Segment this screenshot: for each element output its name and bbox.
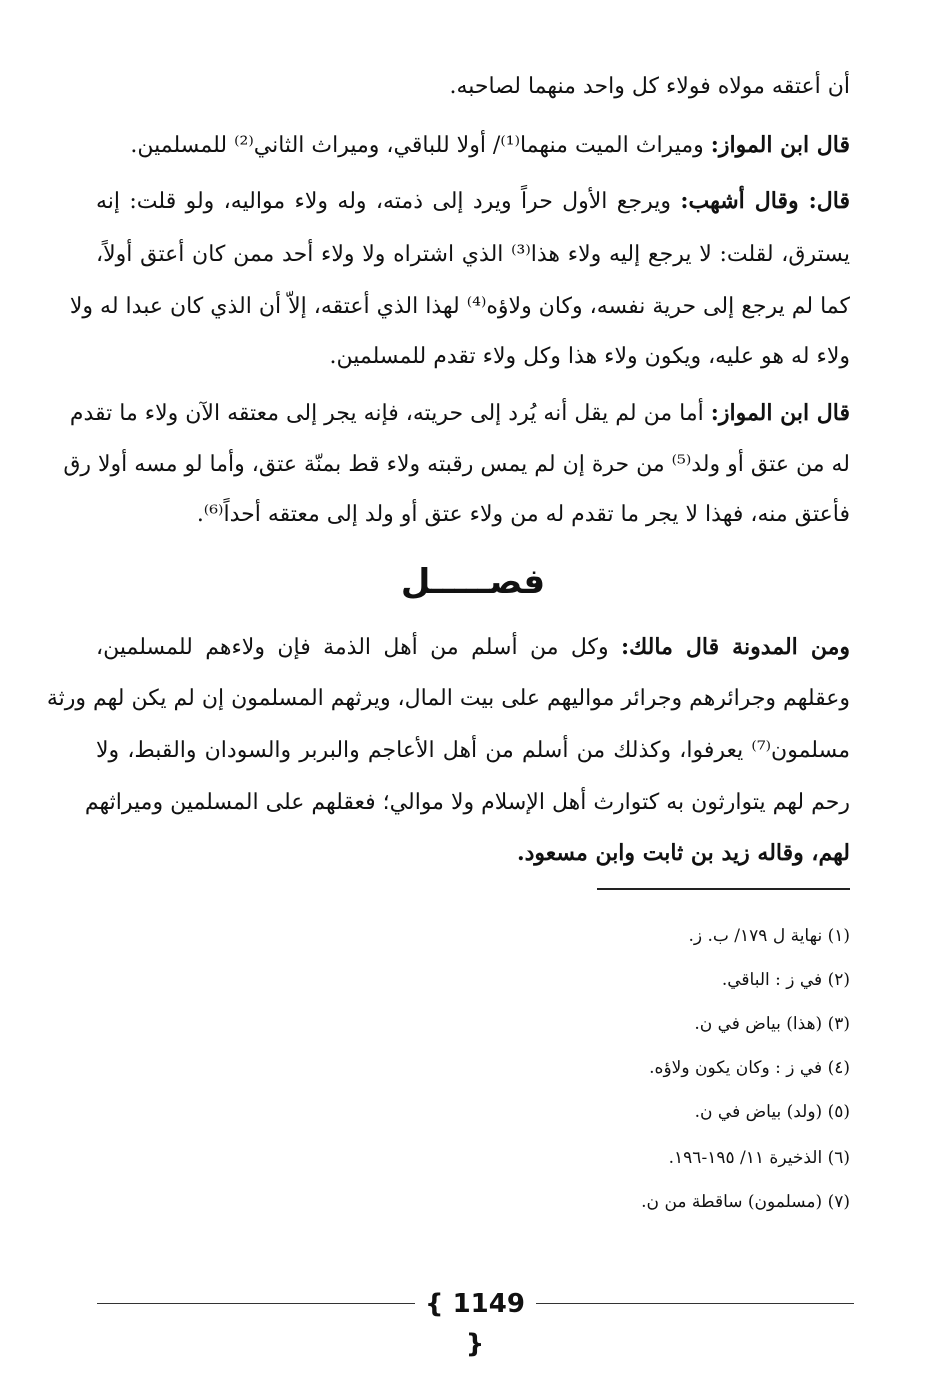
text-line (96, 342, 850, 372)
page-number-text: 1149 (452, 1289, 525, 1319)
text-line (96, 838, 850, 869)
speaker-lead: لهم، وقاله زيد بن ثابت وابن مسعود. (516, 840, 850, 866)
folio-bracket-right: } (465, 1329, 485, 1359)
footnote-item: (٥) (ولد) بياض في ن. (694, 1102, 850, 1122)
folio-rule-right (536, 1303, 854, 1304)
text-line (96, 632, 850, 663)
speaker-lead: قال: وقال أشهب: (680, 188, 850, 214)
line-text: مسلمون⁽⁷⁾ يعرفوا، وكذلك من أسلم من أهل الأعاجم والبربر والسودان والقبط، ولا (96, 738, 850, 763)
line-text: ولاء له هو عليه، ويكون ولاء هذا وكل ولاء تقدم للمسلمين. (329, 344, 850, 369)
folio-bracket-left: { (425, 1289, 444, 1319)
line-text: له من عتق أو ولد⁽⁵⁾ من حرة إن لم يمس رقبته ولاء قط بمنّة عتق، وأما لو مسه أولا رق (63, 452, 850, 477)
footnote-separator (597, 888, 850, 890)
text-line (96, 736, 850, 766)
line-text: كما لم يرجع إلى حرية نفسه، وكان ولاؤه⁽⁴⁾ لهذا الذي أعتقه، إلاّ أن الذي كان عبدا له ولا (69, 294, 850, 319)
text-line (69, 292, 850, 322)
footnote-item: (٢) في ز : الباقي. (721, 970, 850, 990)
line-text: رحم لهم يتوارثون به كتوارث أهل الإسلام ولا موالي؛ فعقلهم على المسلمين وميراثهم (84, 790, 850, 815)
text-line (84, 788, 850, 818)
speaker-lead: ومن المدونة قال مالك: (621, 634, 850, 660)
text-line (69, 398, 850, 429)
folio-rule-left (97, 1303, 415, 1304)
footnote-item: (١) نهاية ل ١٧٩/ ب. ز. (688, 926, 850, 946)
line-text: أن أعتقه مولاه فولاء كل واحد منهما لصاحبه. (449, 74, 850, 99)
text-line (96, 500, 850, 530)
text-line (46, 684, 850, 714)
footnote-item: (٦) الذخيرة ١١/ ١٩٥-١٩٦. (668, 1148, 850, 1168)
line-text: يسترق، لقلت: لا يرجع إليه ولاء هذا⁽³⁾ الذي اشتراه ولا ولاء أحد ممن كان أعتق أولاً، (96, 242, 850, 267)
text-line (96, 130, 850, 161)
footnote-item: (٤) في ز : وكان يكون ولاؤه. (649, 1058, 850, 1078)
line-text: أما من لم يقل أنه يُرد إلى حريته، فإنه يجر إلى معتقه الآن ولاء ما تقدم (69, 401, 711, 426)
footnote-item: (٧) (مسلمون) ساقطة من ن. (641, 1192, 850, 1212)
text-line (96, 72, 850, 102)
section-heading: فصـــــل (400, 562, 546, 602)
text-line (96, 186, 850, 217)
line-text: وكل من أسلم من أهل الذمة فإن ولاءهم للمسلمين، (96, 635, 621, 660)
speaker-lead: قال ابن المواز: (710, 132, 850, 158)
line-text: ويرجع الأول حراً ويرد إلى ذمته، وله ولاء مواليه، ولو قلت: إنه (96, 189, 681, 214)
text-line (96, 240, 850, 270)
line-text: وميراث الميت منهما⁽¹⁾/ أولا للباقي، وميراث الثاني⁽²⁾ للمسلمين. (130, 133, 711, 158)
footnote-item: (٣) (هذا) بياض في ن. (694, 1014, 850, 1034)
line-text: وعقلهم وجرائرهم وجرائر مواليهم على بيت المال، ويرثهم المسلمون إن لم يكن لهم ورثة (46, 686, 850, 711)
text-line (63, 450, 850, 480)
page-number (415, 1284, 535, 1364)
speaker-lead: قال ابن المواز: (710, 400, 850, 426)
line-text: فأعتق منه، فهذا لا يجر ما تقدم له من ولاء عتق أو ولد إلى معتقه أحداً⁽⁶⁾. (196, 502, 850, 527)
